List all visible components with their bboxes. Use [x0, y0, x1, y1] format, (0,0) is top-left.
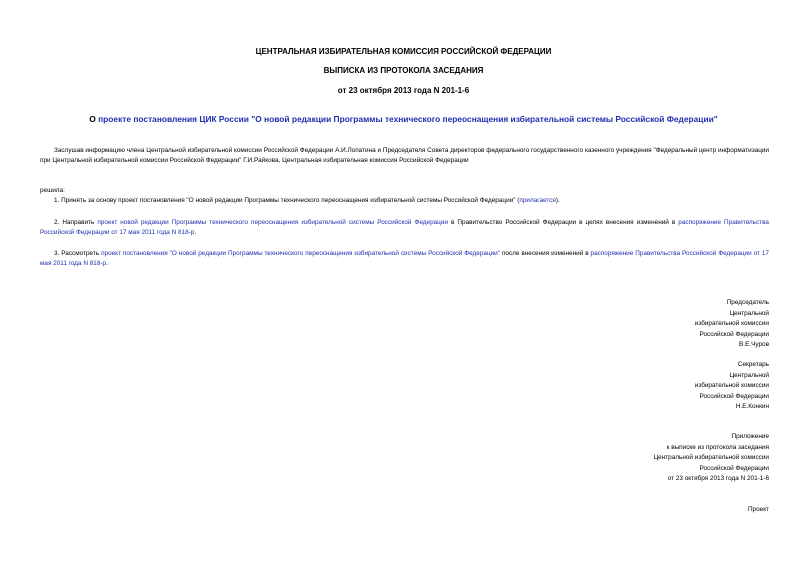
draft-label-text: Проект: [747, 506, 769, 513]
item-2-end: .: [194, 228, 197, 236]
secretary-name: Н.Е.Конкин: [735, 403, 769, 410]
item-2: [40, 218, 769, 237]
chairman-title-4: Российской Федерации: [699, 330, 769, 338]
item-3-text: 3. Рассмотреть: [54, 250, 102, 257]
secretary-signature-block: [569, 360, 769, 413]
draft-label: [569, 505, 769, 516]
secretary-title-4: Российской Федерации: [699, 392, 769, 400]
appendix-line-2: к выписке из протокола заседания: [666, 443, 769, 451]
item-2-text: 2. Направить: [54, 219, 98, 226]
secretary-title-2: Центральной: [729, 371, 769, 379]
appendix-line-3: Центральной избирательной комиссии: [653, 454, 769, 461]
chairman-title-3: избирательной комиссии: [694, 320, 769, 327]
item-3-end: .: [106, 259, 108, 267]
item-3-link-order[interactable]: распоряжение Правительства Российской Федерации от 17 мая 2011 года N 818-р: [40, 250, 769, 267]
subject-heading: [0, 114, 807, 124]
appendix-line-1: Приложение: [731, 433, 769, 440]
item-2-mid: в Правительство Российской Федерации в целях внесения изменений в: [447, 219, 679, 226]
chairman-title-1: Председатель: [726, 299, 769, 306]
chairman-name: В.Е.Чуров: [739, 341, 769, 348]
appendix-line-5: от 23 октября 2013 года N 201-1-6: [667, 475, 769, 482]
organization-title: ЦЕНТРАЛЬНАЯ ИЗБИРАТЕЛЬНАЯ КОМИССИЯ РОССИЙСКОЙ ФЕДЕРАЦИИ: [255, 47, 552, 56]
document-date-number: от 23 октября 2013 года N 201-1-6: [337, 86, 470, 95]
item-1-text: 1. Принять за основу проект постановления "О новой редакции Программы технического переоснащения избирательной системы Российской Федерации" (: [54, 197, 520, 204]
item-3-mid: после внесения изменений в: [500, 250, 591, 257]
document-type-title: ВЫПИСКА ИЗ ПРОТОКОЛА ЗАСЕДАНИЯ: [323, 66, 484, 75]
subject-prefix: О: [89, 114, 99, 124]
chairman-signature-block: [569, 298, 769, 351]
intro-paragraph: Заслушав информацию члена Центральной избирательной комиссии Российской Федерации А.И.Лопатина и Председателя Совета директоров федерального государственного казенного учреждения "Федеральный центр информатизации при Центральной избирательной комиссии Российской Федерации" Г.И.Райкова, Центральная избирательная комиссия Российской Федерации: [40, 147, 769, 164]
item-1: [40, 196, 769, 206]
item-3-link-draft[interactable]: проект постановления "О новой редакции Программы технического переоснащения избирательной системы Российской Федерации": [101, 250, 501, 257]
chairman-title-2: Центральной: [729, 309, 769, 317]
subject-link[interactable]: проекте постановления ЦИК России "О новой редакции Программы технического переоснащения избирательной системы Российской Федерации": [98, 114, 718, 124]
decided-label: решила:: [40, 187, 65, 194]
appendix-block: [569, 432, 769, 485]
item-2-link-draft[interactable]: проект новой редакции Программы технического переоснащения избирательной системы Российской Федерации: [97, 219, 448, 226]
item-1-link-attached[interactable]: прилагается: [519, 197, 556, 204]
secretary-title-3: избирательной комиссии: [694, 382, 769, 389]
secretary-title-1: Секретарь: [737, 361, 769, 368]
item-3: [40, 249, 769, 268]
item-2-link-order[interactable]: распоряжение Правительства Российской Федерации от 17 мая 2011 года N 818-р: [40, 219, 769, 236]
appendix-line-4: Российской Федерации: [699, 464, 769, 472]
item-1-end: ).: [555, 197, 560, 204]
